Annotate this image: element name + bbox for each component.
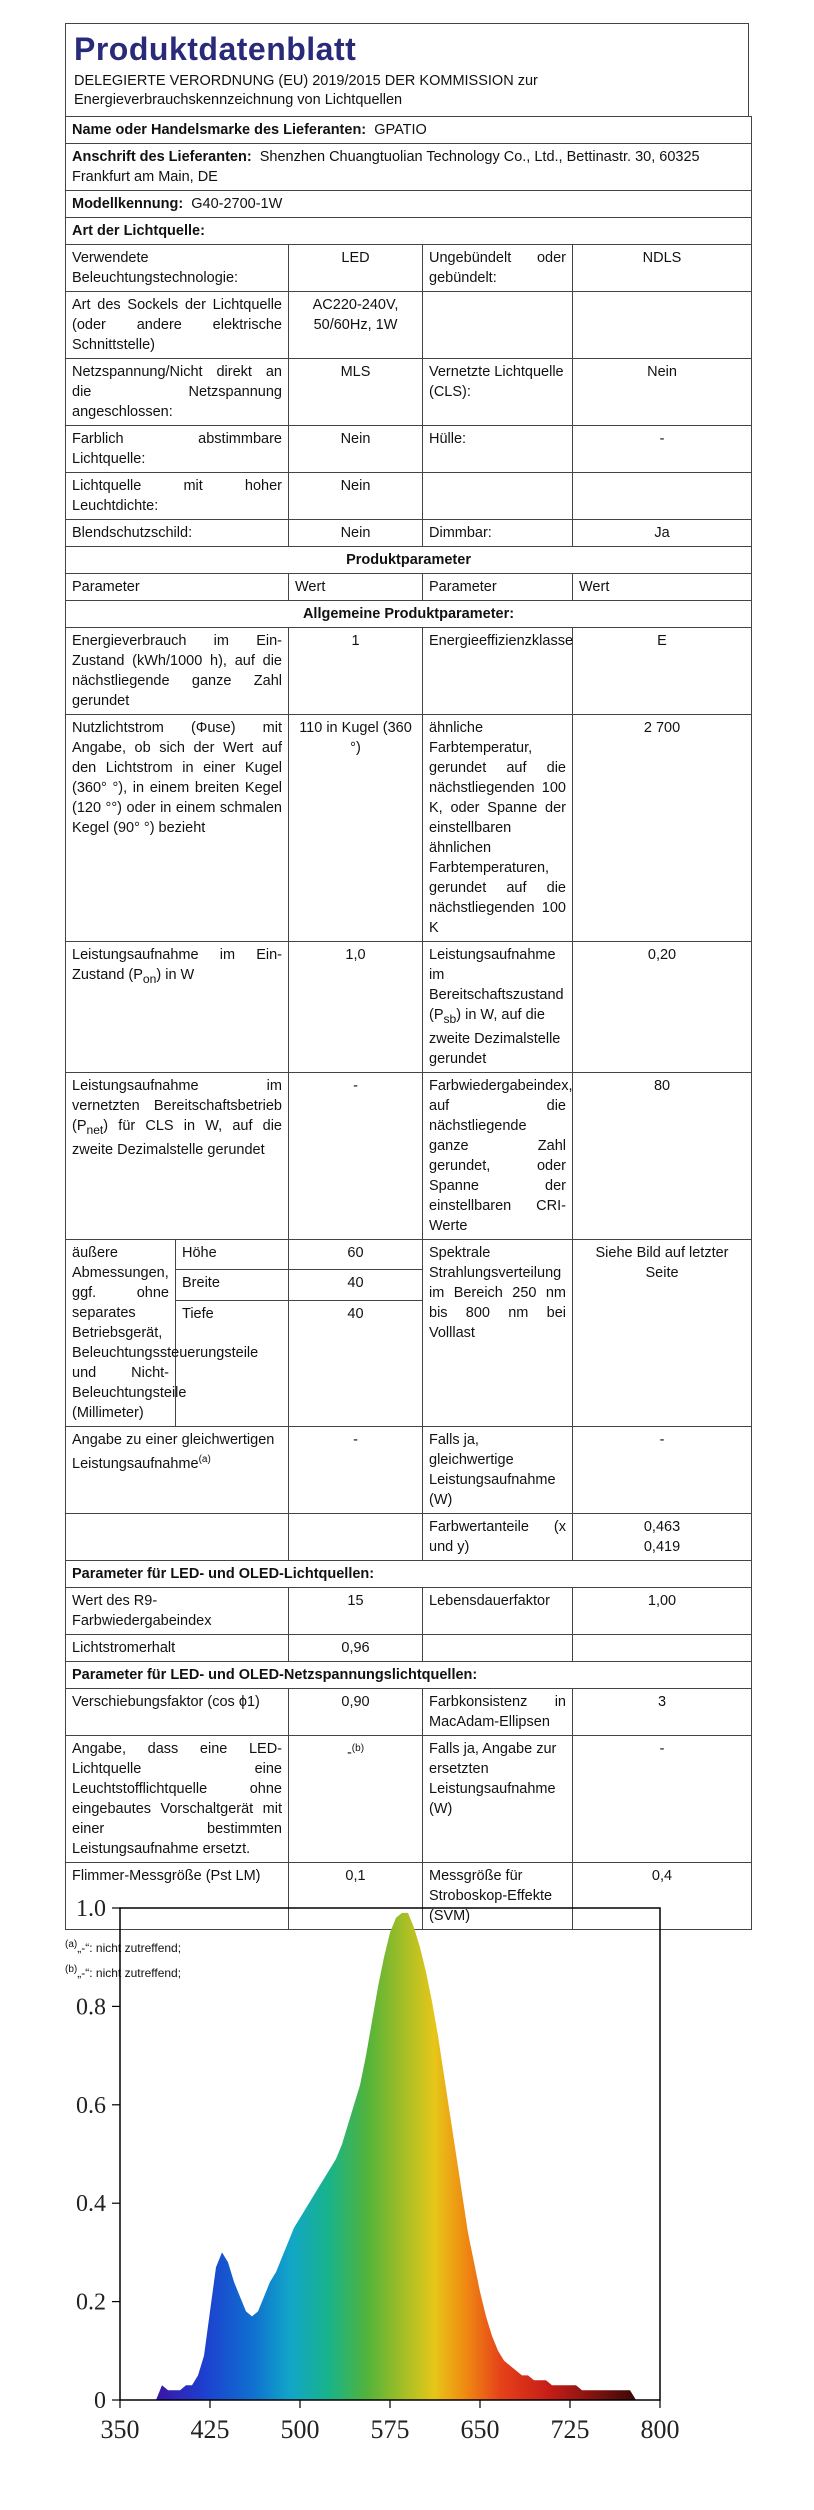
row-value-right: - [573,426,752,473]
spectral-distribution-chart [60,1880,700,2500]
plot-area [76,1896,680,2444]
spectral-label: Spektrale Strahlungsverteilung im Bereich 250 nm bis 800 nm bei Volllast [423,1239,573,1426]
row-value-right: 0,4 [573,1862,752,1929]
row-value-right [573,1513,752,1560]
row-value [289,1735,423,1862]
row-value: 15 [289,1587,423,1634]
table-row [66,292,752,359]
height-label: Höhe [176,1239,289,1270]
source-type-header-row [66,218,752,245]
row-label-right [423,942,573,1073]
row-label-right: Farbkonsistenz in MacAdam-Ellipsen [423,1688,573,1735]
label-text: Leistungsaufnahme im Bereitschaftszustand (P [429,947,564,1023]
title-block [65,23,749,116]
mls-params-header-row [66,1661,752,1688]
x-tick-label: 350 [100,2415,140,2444]
general-params-header-row [66,601,752,628]
row-value: MLS [289,359,423,426]
row-value: 1 [289,628,423,715]
y-tick-label: 1.0 [76,1896,106,1922]
row-value-right: NDLS [573,245,752,292]
row-label: Art des Sockels der Lichtquelle (oder andere elektrische Schnittstelle) [66,292,289,359]
row-label-right: Energieeffizienzklasse [423,628,573,715]
footnote-ref: (a) [198,1453,211,1465]
supplier-name-row [66,117,752,144]
x-tick-label: 725 [550,2415,590,2444]
table-row [66,359,752,426]
supplier-name-label: Name oder Handelsmarke des Lieferanten: [72,122,367,138]
col-header-parameter: Parameter [66,574,289,601]
row-label [66,942,289,1073]
model-value: G40-2700-1W [191,196,283,212]
depth-label: Tiefe [176,1300,289,1426]
row-value-right: - [573,1426,752,1513]
row-label: Wert des R9-Farbwiedergabeindex [66,1587,289,1634]
row-label-right: Farbwertanteile (x und y) [423,1513,573,1560]
row-label-right: Falls ja, gleichwertige Leistungsaufnahme (W) [423,1426,573,1513]
row-label-right [423,1634,573,1661]
row-label: Verschiebungsfaktor (cos ϕ1) [66,1688,289,1735]
spectral-value: Siehe Bild auf letzter Seite [573,1239,752,1426]
row-label: Nutzlichtstrom (Φuse) mit Angabe, ob sich der Wert auf den Lichtstrom in einer Kugel (360° °), in einem breiten Kegel (120 °°) oder in einem schmalen Kegel (90° °) bezieht [66,715,289,942]
footnote-text: „-“: nicht zutreffend; [77,1965,182,1980]
dimensions-row [66,1239,752,1270]
table-row [66,473,752,520]
value-text: - [346,1744,352,1761]
row-label-right: Hülle: [423,426,573,473]
row-value: 0,90 [289,1688,423,1735]
row-value: - [289,1072,423,1239]
table-row [66,1072,752,1239]
row-label-right: Farbwiedergabeindex, auf die nächstliegende ganze Zahl gerundet, oder Spanne der einstellbaren CRI-Werte [423,1072,573,1239]
table-row [66,245,752,292]
row-value-right: 80 [573,1072,752,1239]
supplier-name-value: GPATIO [374,122,427,138]
row-value-right: Ja [573,520,752,547]
row-label: Farblich abstimmbare Lichtquelle: [66,426,289,473]
row-value-right: E [573,628,752,715]
row-label-right: Messgröße für Stroboskop-Effekte (SVM) [423,1862,573,1929]
row-label: Verwendete Beleuchtungstechnologie: [66,245,289,292]
datasheet-table [65,116,752,1930]
dimensions-label: äußere Abmessungen, ggf. ohne separates Betriebsgerät, Beleuchtungssteuerungsteile und Nicht-Beleuchtungsteile (Millimeter) [66,1239,176,1426]
supplier-address-label: Anschrift des Lieferanten: [72,149,252,165]
row-value: 110 in Kugel (360 °) [289,715,423,942]
width-value: 40 [289,1270,423,1301]
label-text: ) für CLS in W, auf die zweite Dezimalstelle gerundet [72,1117,282,1158]
col-header-value: Wert [289,574,423,601]
table-row [66,942,752,1073]
mls-params-header: Parameter für LED- und OLED-Netzspannungslichtquellen: [66,1661,752,1688]
spectrum-plot [60,1880,700,2500]
row-label: Netzspannung/Nicht direkt an die Netzspannung angeschlossen: [66,359,289,426]
row-value: 1,0 [289,942,423,1073]
supplier-address-value: Shenzhen Chuangtuolian Technology Co., Ltd., Bettinastr. 30, 60325 Frankfurt am Main, DE [72,149,700,185]
regulation-subtitle: DELEGIERTE VERORDNUNG (EU) 2019/2015 DER KOMMISSION zur Energieverbrauchskennzeichnung von Lichtquellen [74,73,538,108]
row-value: LED [289,245,423,292]
model-label: Modellkennung: [72,196,184,212]
y-tick-label: 0.8 [76,1994,106,2021]
subscript: sb [443,1011,457,1026]
table-row [66,1587,752,1634]
label-text: ) in W, auf die zweite Dezimalstelle gerundet [429,1007,561,1067]
row-value-right [573,473,752,520]
general-params-header: Allgemeine Produktparameter: [66,601,752,628]
table-row [66,715,752,942]
y-tick-label: 0.2 [76,2289,106,2316]
row-value: AC220-240V, 50/60Hz, 1W [289,292,423,359]
row-label-right: Lebensdauerfaktor [423,1587,573,1634]
row-value: Nein [289,473,423,520]
product-params-header: Produktparameter [66,547,752,574]
table-row [66,426,752,473]
x-tick-label: 650 [460,2415,500,2444]
row-value: Nein [289,426,423,473]
row-label-right: Falls ja, Angabe zur ersetzten Leistungsaufnahme (W) [423,1735,573,1862]
label-text: Leistungsaufnahme im vernetzten Bereitschaftsbetrieb (P [72,1077,282,1134]
table-row [66,628,752,715]
label-text: Leistungsaufnahme im Ein-Zustand (P [72,947,282,983]
footnote-ref: (b) [351,1742,365,1754]
page-title: Produktdatenblatt [74,31,357,67]
chromaticity-x: 0,463 [643,1518,681,1535]
y-tick-label: 0.6 [76,2092,106,2119]
subscript: net [86,1122,104,1137]
row-label: Flimmer-Messgröße (Pst LM) [66,1862,289,1929]
x-tick-label: 500 [280,2415,320,2444]
row-value-right [573,1634,752,1661]
footnote-mark: (a) [65,1938,78,1950]
datasheet [65,23,749,1984]
row-value: 0,1 [289,1862,423,1929]
depth-value: 40 [289,1300,423,1426]
row-value-empty [289,1513,423,1560]
row-value-right: 3 [573,1688,752,1735]
row-label: Lichtstromerhalt [66,1634,289,1661]
row-value-right: - [573,1735,752,1862]
row-label: Lichtquelle mit hoher Leuchtdichte: [66,473,289,520]
row-value: - [289,1426,423,1513]
row-value-right [573,292,752,359]
table-row [66,1688,752,1735]
led-params-header-row [66,1560,752,1587]
row-value: 0,96 [289,1634,423,1661]
x-tick-label: 575 [370,2415,410,2444]
row-label-right [423,473,573,520]
label-text: Angabe zu einer gleichwertigen Leistungsaufnahme [72,1431,275,1472]
row-label: Blendschutzschild: [66,520,289,547]
row-value-right: 2 700 [573,715,752,942]
footnote-text: „-“: nicht zutreffend; [77,1940,182,1955]
height-value: 60 [289,1239,423,1270]
row-label-right: ähnliche Farbtemperatur, gerundet auf die nächstliegenden 100 K, oder Spanne der einstellbaren ähnlichen Farbtemperaturen, gerundet auf die nächstliegenden 100 K [423,715,573,942]
row-value-right: 0,20 [573,942,752,1073]
row-value-right: Nein [573,359,752,426]
table-row [66,1426,752,1513]
row-label-empty [66,1513,289,1560]
product-params-header-row [66,547,752,574]
subscript: on [142,971,157,986]
row-value: Nein [289,520,423,547]
table-row [66,520,752,547]
row-label-right: Vernetzte Lichtquelle (CLS): [423,359,573,426]
table-row [66,1735,752,1862]
row-label-right [423,292,573,359]
width-label: Breite [176,1270,289,1301]
row-label-right: Dimmbar: [423,520,573,547]
led-params-header: Parameter für LED- und OLED-Lichtquellen: [66,1560,752,1587]
y-tick-label: 0.4 [76,2191,106,2218]
table-row [66,1634,752,1661]
col-header-parameter-2: Parameter [423,574,573,601]
row-label [66,1072,289,1239]
row-label [66,1426,289,1513]
table-row [66,1513,752,1560]
row-label-right: Ungebündelt oder gebündelt: [423,245,573,292]
x-tick-label: 800 [640,2415,680,2444]
footnote-mark: (b) [65,1963,78,1975]
y-tick-label: 0 [94,2388,106,2414]
row-label: Energieverbrauch im Ein-Zustand (kWh/1000 h), auf die nächstliegende ganze Zahl gerundet [66,628,289,715]
row-value-right: 1,00 [573,1587,752,1634]
row-label: Angabe, dass eine LED-Lichtquelle eine Leuchtstofflichtquelle ohne eingebautes Vorschaltgerät mit einer bestimmten Leistungsaufnahme ersetzt. [66,1735,289,1862]
label-text: ) in W [156,967,195,983]
source-type-header: Art der Lichtquelle: [66,218,752,245]
column-header-row [66,574,752,601]
supplier-address-row [66,144,752,191]
spectrum-area [156,1913,636,2400]
chromaticity-y: 0,419 [643,1538,681,1555]
model-row [66,191,752,218]
col-header-value-2: Wert [573,574,752,601]
x-tick-label: 425 [190,2415,230,2444]
